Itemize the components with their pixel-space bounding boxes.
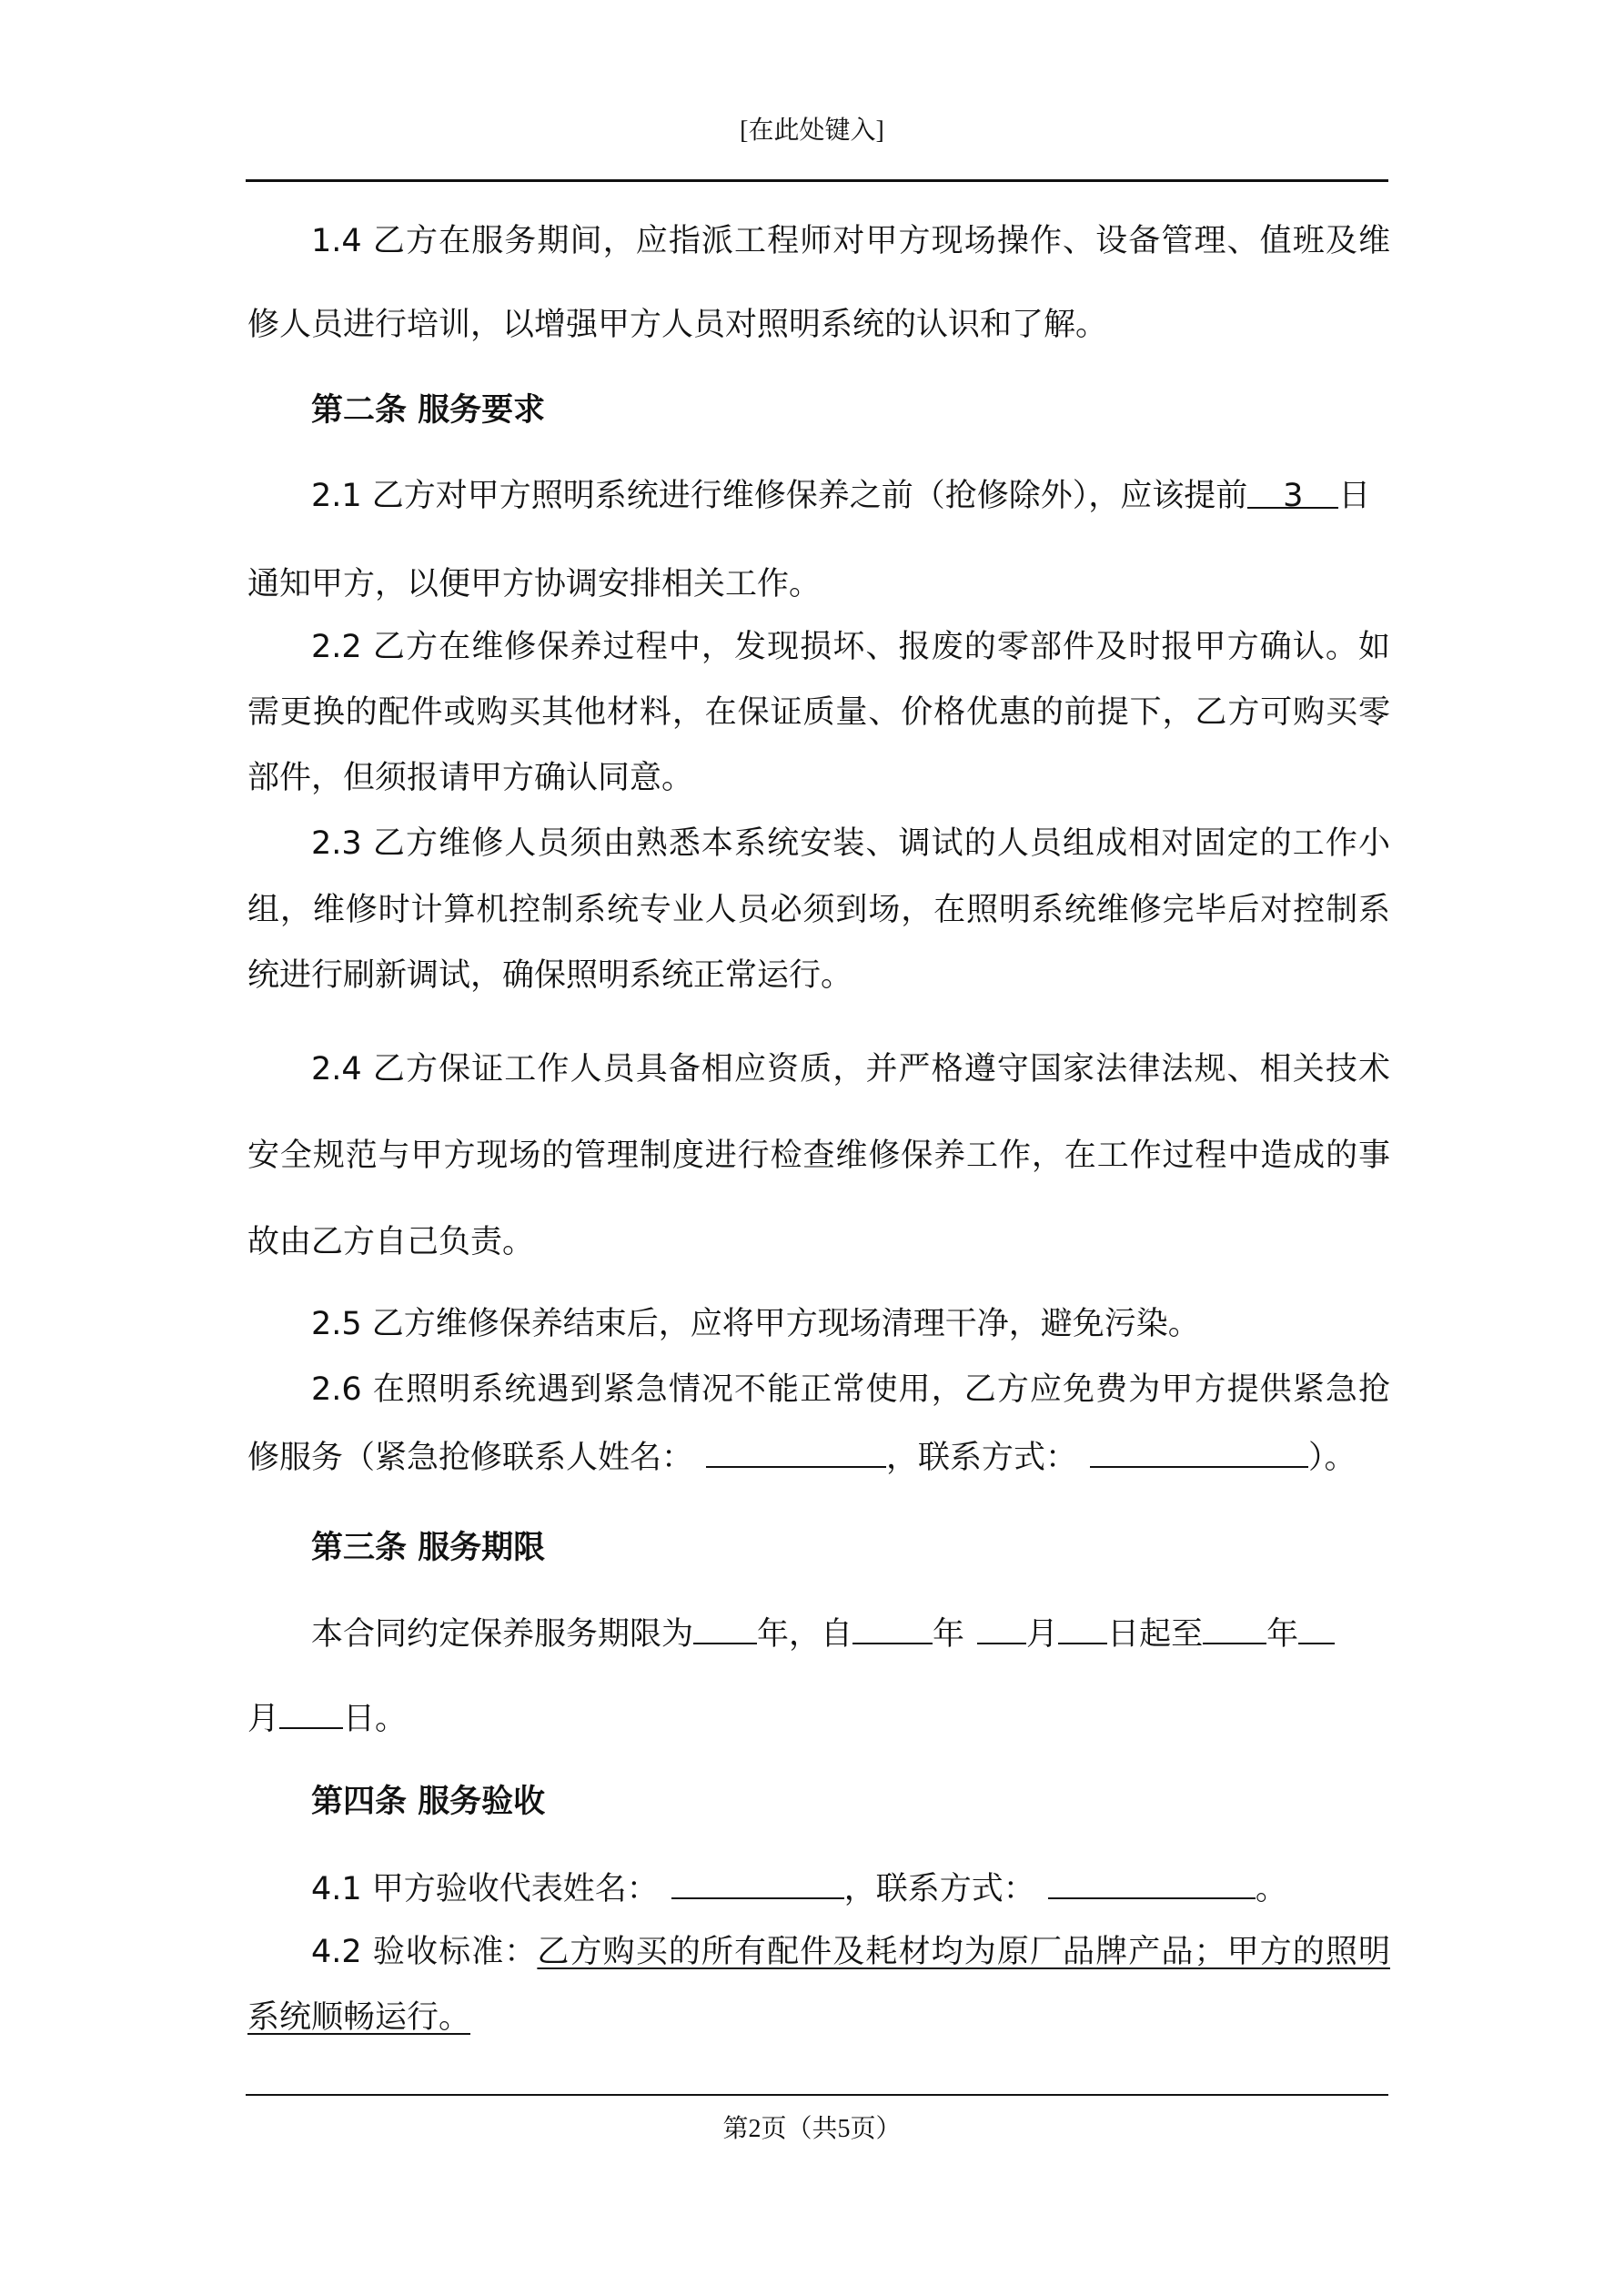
clause-4-1: [311, 1859, 1390, 1914]
start-year-field: [852, 1604, 933, 1644]
clause-2-3-line-1: 2.3 乙方维修人员须由熟悉本系统安装、调试的人员组成相对固定的工作小: [311, 825, 1390, 862]
acceptance-standard-text-continued: 系统顺畅运行。: [247, 1999, 471, 2036]
term-end-day-label: 日。: [343, 1701, 408, 1737]
clause-2-6-line-1: 2.6 在照明系统遇到紧急情况不能正常使用，乙方应免费为甲方提供紧急抢: [311, 1371, 1390, 1408]
clause-2-3-line-2: 组，维修时计算机控制系统专业人员必须到场，在照明系统维修完毕后对控制系: [247, 892, 1390, 928]
page-header: [在此处键入]: [740, 116, 884, 145]
clause-2-1-line-1: [311, 469, 1390, 523]
clause-2-2-line-3: 部件，但须报请甲方确认同意。: [247, 760, 694, 796]
clause-2-4-line-3: 故由乙方自己负责。: [247, 1224, 535, 1260]
clause-4-1-close: 。: [1255, 1871, 1287, 1907]
clause-4-2-label: 4.2 验收标准：: [311, 1934, 538, 1970]
header-divider: [246, 179, 1388, 182]
start-month-field: [977, 1604, 1026, 1644]
clause-2-4-line-2: 安全规范与甲方现场的管理制度进行检查维修保养工作，在工作过程中造成的事: [247, 1138, 1390, 1174]
clause-2-6-close: ）。: [1308, 1440, 1357, 1476]
emergency-contact-name-field: [706, 1428, 886, 1468]
clause-4-2-line-1: [311, 1925, 1390, 1979]
term-until-label: 日起至: [1107, 1616, 1204, 1653]
term-end-year-label: 年: [1266, 1616, 1299, 1653]
clause-1-4-line-2: 修人员进行培训，以增强甲方人员对照明系统的认识和了解。: [247, 307, 1108, 343]
acceptance-standard-text: 乙方购买的所有配件及耗材均为原厂品牌产品；甲方的照明: [537, 1934, 1390, 1970]
term-end-month-label: 月: [247, 1701, 280, 1737]
term-text-from: 年，自: [757, 1616, 853, 1653]
clause-2-1-text: 2.1 乙方对甲方照明系统进行维修保养之前（抢修除外），应该提前: [311, 478, 1248, 514]
emergency-contact-phone-field: [1090, 1428, 1308, 1468]
clause-2-6-line-2: [247, 1428, 1390, 1482]
clause-2-6-contact-label: ，联系方式：: [886, 1440, 1078, 1476]
clause-2-6-text: 修服务（紧急抢修联系人姓名：: [247, 1440, 694, 1476]
term-year-label: 年: [933, 1616, 965, 1653]
term-month-label: 月: [1026, 1616, 1059, 1653]
end-year-field: [1203, 1604, 1266, 1644]
end-day-field: [279, 1689, 343, 1729]
clause-2-3-line-3: 统进行刷新调试，确保照明系统正常运行。: [247, 957, 853, 994]
footer-divider: [246, 2094, 1388, 2096]
start-day-field: [1058, 1604, 1107, 1644]
article-4-heading: 第四条 服务验收: [311, 1784, 546, 1820]
article-3-heading: 第三条 服务期限: [311, 1530, 546, 1566]
clause-2-1-unit: 日: [1338, 478, 1371, 514]
end-month-field: [1298, 1604, 1335, 1644]
clause-4-1-text: 4.1 甲方验收代表姓名：: [311, 1871, 659, 1907]
clause-2-2-line-2: 需更换的配件或购买其他材料，在保证质量、价格优惠的前提下，乙方可购买零: [247, 694, 1390, 731]
clause-1-4-line-1: 1.4 乙方在服务期间，应指派工程师对甲方现场操作、设备管理、值班及维: [311, 223, 1390, 259]
clause-4-2-line-2: [247, 1990, 1390, 2045]
clause-2-4-line-1: 2.4 乙方保证工作人员具备相应资质，并严格遵守国家法律法规、相关技术: [311, 1051, 1390, 1087]
article-2-heading: 第二条 服务要求: [311, 392, 546, 429]
acceptance-rep-phone-field: [1048, 1859, 1256, 1899]
acceptance-rep-name-field: [671, 1859, 844, 1899]
clause-2-1-line-2: 通知甲方，以便甲方协调安排相关工作。: [247, 566, 822, 602]
clause-2-5: 2.5 乙方维修保养结束后，应将甲方现场清理干净，避免污染。: [311, 1306, 1200, 1342]
term-text: 本合同约定保养服务期限为: [311, 1616, 694, 1653]
clause-4-1-contact-label: ，联系方式：: [843, 1871, 1035, 1907]
clause-2-2-line-1: 2.2 乙方在维修保养过程中，发现损坏、报废的零部件及时报甲方确认。如: [311, 629, 1390, 665]
notice-days-field: 3: [1247, 469, 1338, 509]
term-line-2: [247, 1689, 1390, 1744]
term-years-field: [693, 1604, 757, 1644]
term-line-1: [311, 1604, 1390, 1659]
page-number: 第2页（共5页）: [722, 2115, 902, 2143]
